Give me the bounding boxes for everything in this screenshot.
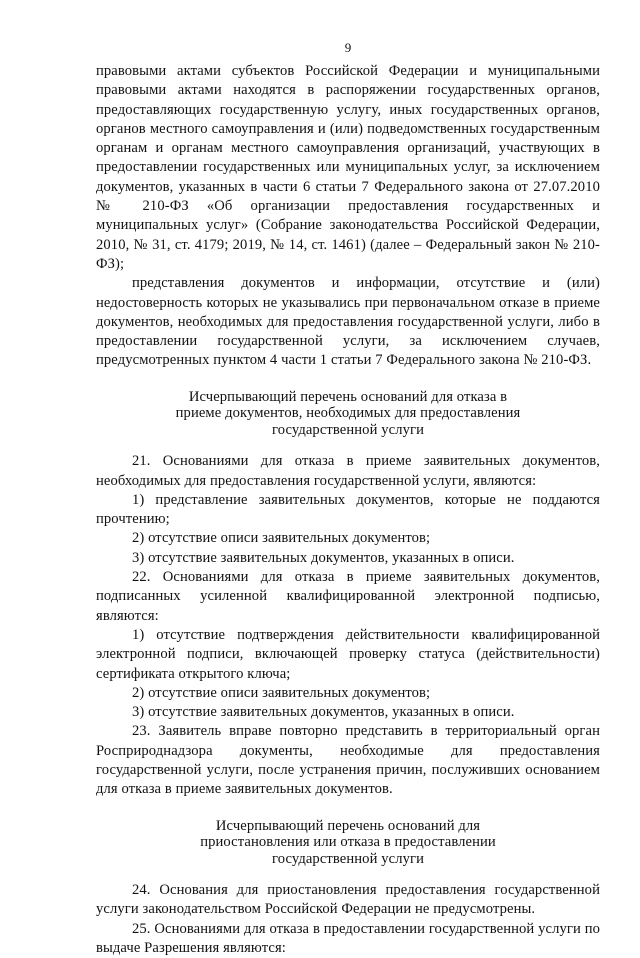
clause-22-item-1: 1) отсутствие подтверждения действительности квалифицированной электронной подписи, включающей проверку статуса (действительности) сертификата открытого ключа;	[96, 626, 600, 682]
section-heading-refusal-reception: Исчерпывающий перечень оснований для отказа в приеме документов, необходимых для предоставления государственной услуги	[175, 388, 521, 438]
section-heading-suspension-refusal: Исчерпывающий перечень оснований для приостановления или отказа в предоставлении государственной услуги	[200, 817, 496, 867]
clause-21: 21. Основаниями для отказа в приеме заявительных документов, необходимых для предоставления государственной услуги, являются:	[96, 453, 600, 489]
document-body	[96, 62, 600, 958]
paragraph-continuation: правовыми актами субъектов Российской Федерации и муниципальными правовыми актами находятся в распоряжении государственных органов, предоставляющих государственную услугу, иных государственных органов, органов местного самоуправления и (или) подведомственных государственным органам и органам местного самоуправления организаций, участвующих в предоставлении государственных или муниципальных услуг, за исключением документов, указанных в части 6 статьи 7 Федерального закона от 27.07.2010 № 210-ФЗ «Об организации предоставления государственных и муниципальных услуг» (Собрание законодательства Российской Федерации, 2010, № 31, ст. 4179; 2019, № 14, ст. 1461) (далее – Федеральный закон № 210-ФЗ);	[96, 63, 600, 272]
clause-21-item-3: 3) отсутствие заявительных документов, указанных в описи.	[132, 549, 515, 566]
clause-25: 25. Основаниями для отказа в предоставлении государственной услуги по выдаче Разрешения являются:	[96, 920, 600, 956]
clause-22-item-3: 3) отсутствие заявительных документов, указанных в описи.	[132, 704, 515, 721]
clause-22: 22. Основаниями для отказа в приеме заявительных документов, подписанных усиленной квалифицированной электронной подписью, являются:	[96, 569, 600, 624]
page-number: 9	[344, 40, 352, 55]
clause-21-item-2: 2) отсутствие описи заявительных документов;	[132, 530, 431, 547]
clause-23: 23. Заявитель вправе повторно представить в территориальный орган Росприроднадзора документы, необходимые для предоставления государственной услуги, после устранения причин, послуживших основанием для отказа в приеме заявительных документов.	[96, 723, 600, 798]
clause-24: 24. Основания для приостановления предоставления государственной услуги законодательством Российской Федерации не предусмотрены.	[96, 882, 600, 918]
clause-21-item-1: 1) представление заявительных документов, которые не поддаются прочтению;	[96, 491, 600, 528]
paragraph-documents-info: представления документов и информации, отсутствие и (или) недостоверность которых не указывались при первоначальном отказе в приеме документов, необходимых для предоставления государственной услуги, либо в предоставлении государственной услуги, за исключением случаев, предусмотренных пунктом 4 части 1 статьи 7 Федерального закона № 210-ФЗ.	[96, 275, 600, 369]
clause-22-item-2: 2) отсутствие описи заявительных документов;	[132, 684, 431, 701]
